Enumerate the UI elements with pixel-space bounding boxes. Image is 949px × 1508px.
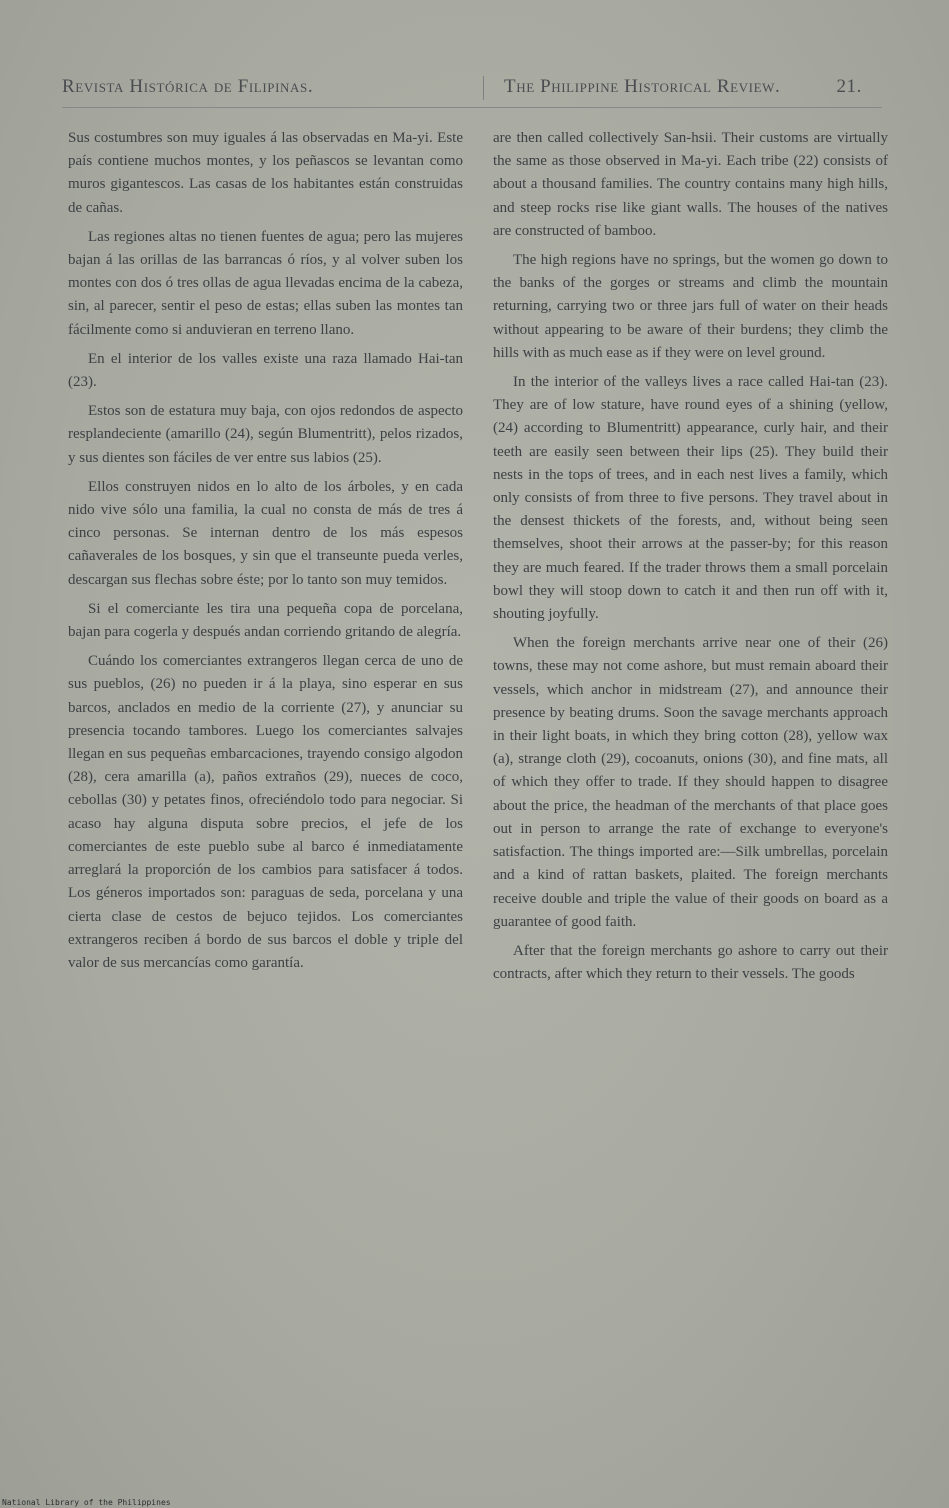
english-paragraph: When the foreign merchants arrive near one of their (26) towns, these may not come ashore, but must remain aboard their vessels, which anchor in midstream (27), and announce their presence by beating drums. Soon the savage merchants approach in their light boats, in which they bring cotton (28), yellow wax (a), strange cloth (29), cocoanuts, onions (30), and fine mats, all of which they offer to trade. If they should happen to disagree about the price, the headman of the merchants of that place goes out in person to arrange the rate of exchange to everyone's satisfaction. The things imported are:—Silk umbrellas, porcelain and a kind of rattan baskets, plaited. The foreign merchants receive double and triple the value of their goods on board as a guarantee of good faith. <box>493 635 888 930</box>
page-number: 21. <box>836 76 862 97</box>
header-divider <box>483 76 484 100</box>
spanish-column <box>68 127 463 1297</box>
running-header <box>62 76 884 106</box>
spanish-paragraph: En el interior de los valles existe una raza llamado Hai-tan (23). <box>68 350 463 391</box>
english-paragraph: After that the foreign merchants go ashore to carry out their contracts, after which they return to their vessels. The goods <box>493 942 888 983</box>
spanish-paragraph: Si el comerciante les tira una pequeña copa de porcelana, bajan para cogerla y después andan corriendo gritando de alegría. <box>68 600 463 641</box>
spanish-paragraph: Sus costumbres son muy iguales á las observadas en Ma-yi. Este país contiene muchos montes, y los peñascos se levantan como muros gigantescos. Las casas de los habitantes están construidas de cañas. <box>68 130 463 216</box>
spanish-paragraph: Cuándo los comerciantes extrangeros llegan cerca de uno de sus pueblos, (26) no pueden ir á la playa, sino esperar en sus barcos, anclados en medio de la corriente (27), y anunciar su presencia tocando tambores. Luego los comerciantes salvajes llegan en sus pequeñas embarcaciones, trayendo consigo algodon (28), cera amarilla (a), paños extraños (29), nueces de coco, cebollas (30) y petates finos, ofreciéndolo todo para negociar. Si acaso hay alguna disputa sobre precios, el jefe de los comerciantes de este pueblo sube al barco é inmediatamente arreglará la proporción de los cambios para satisfacer á todos. Los géneros importados son: paraguas de seda, porcelana y una cierta clase de cestos de bejuco tejidos. Los comerciantes extrangeros reciben á bordo de sus barcos el doble y triple del valor de sus mercancías como garantía. <box>68 653 463 971</box>
spanish-paragraph: Ellos construyen nidos en lo alto de los árboles, y en cada nido vive sólo una familia, la cual no consta de más de tres á cinco personas. Se internan dentro de los más espesos cañaverales de los bosques, y sin que el transeunte pueda verles, descargan sus flechas sobre éste; por lo tanto son muy temidos. <box>68 478 463 588</box>
english-column <box>493 127 888 1297</box>
english-paragraph: In the interior of the valleys lives a race called Hai-tan (23). They are of low stature, have round eyes of a shining (yellow, (24) according to Blumentritt) appearance, curly hair, and their teeth are easily seen between their lips (25). They build their nests in the tops of trees, and in each nest lives a family, which only consists of from three to five persons. They travel about in the densest thickets of the forests, and, without being seen themselves, shoot their arrows at the passer-by; for this reason they are much feared. If the trader throws them a small porcelain bowl they will stoop down to catch it and then run off with it, shouting joyfully. <box>493 374 888 623</box>
header-rule <box>62 107 882 108</box>
header-spanish-title: Revista Histórica de Filipinas. <box>62 76 314 97</box>
header-english-title: The Philippine Historical Review. <box>504 76 781 97</box>
english-paragraph: The high regions have no springs, but the women go down to the banks of the gorges or streams and climb the mountain returning, carrying two or three jars full of water on their heads without appearing to be aware of their burdens; they climb the hills with as much ease as if they were on level ground. <box>493 252 888 361</box>
english-paragraph: are then called collectively San-hsii. Their customs are virtually the same as those observed in Ma-yi. Each tribe (22) consists of about a thousand families. The country contains many high hills, and steep rocks rise like giant walls. The houses of the natives are constructed of bamboo. <box>493 130 888 239</box>
spanish-paragraph: Estos son de estatura muy baja, con ojos redondos de aspecto resplandeciente (amarillo (24), según Blumentritt), pelos rizados, y sus dientes son fáciles de ver entre sus labios (25). <box>68 403 463 466</box>
library-credit: National Library of the Philippines <box>2 1498 171 1507</box>
spanish-paragraph: Las regiones altas no tienen fuentes de agua; pero las mujeres bajan á las orillas de las barrancas ó ríos, y al volver suben los montes con dos ó tres ollas de agua llevadas encima de la cabeza, sin, al parecer, sentir el peso de estas; ellas suben las montes tan fácilmente como si anduvieran en terreno llano. <box>68 228 463 338</box>
